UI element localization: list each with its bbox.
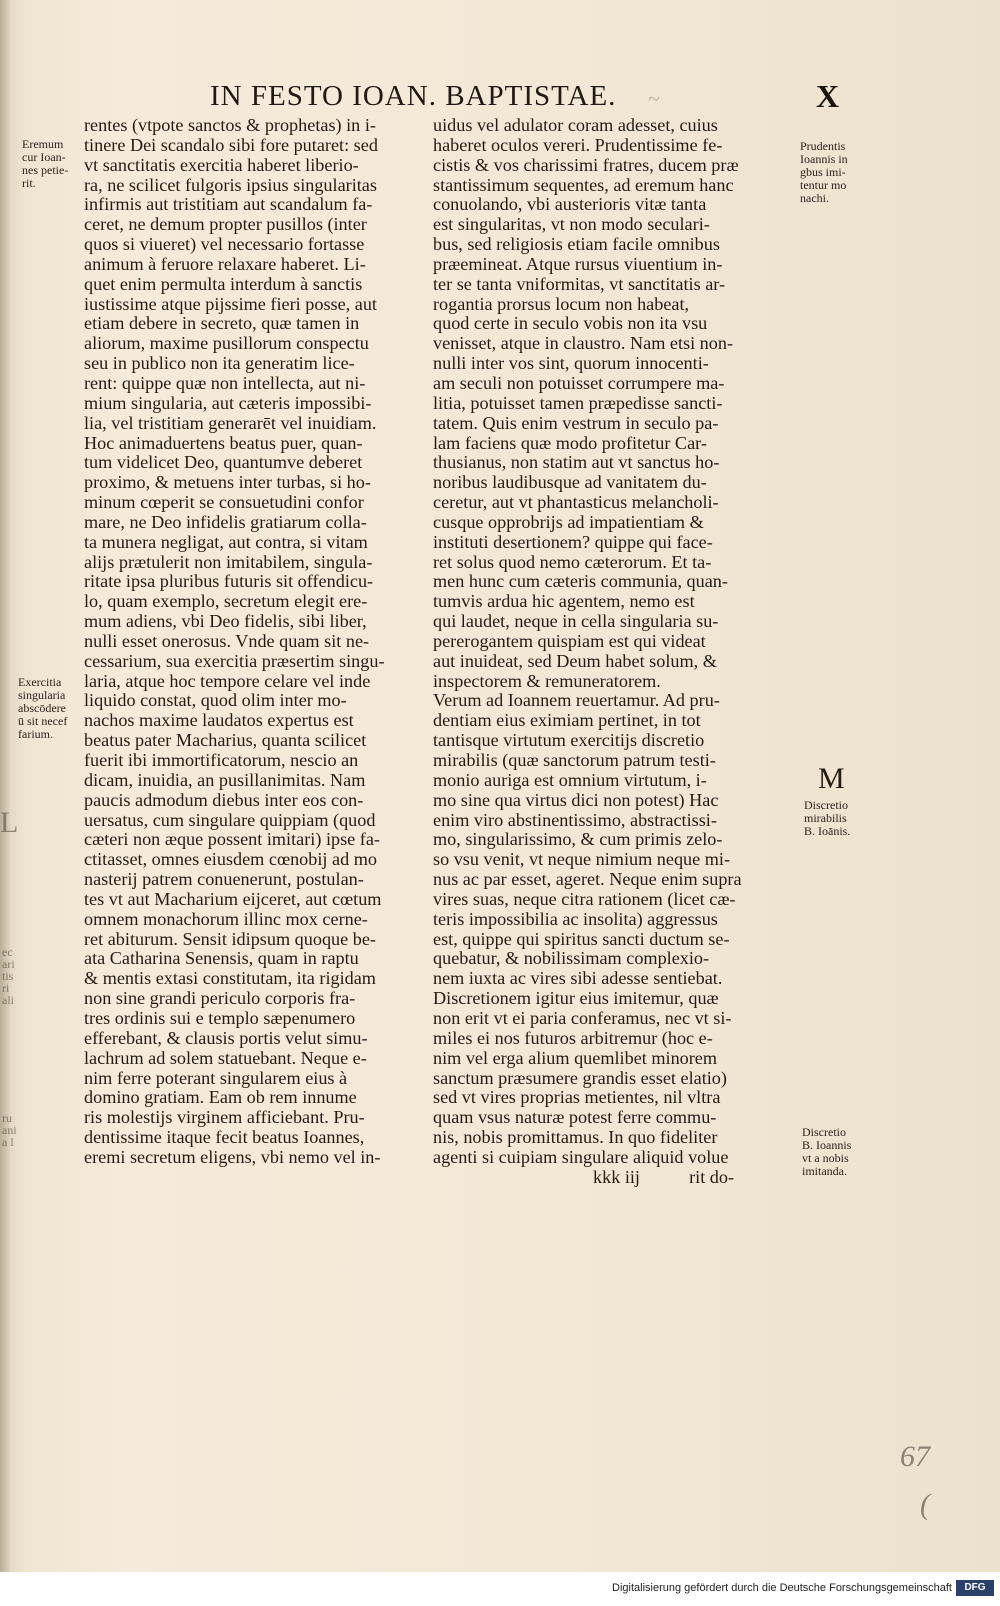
text-line: miles ei nos futuros arbitremur (hoc e-: [433, 1028, 713, 1048]
text-line: haberet oculos vereri. Prudentissime fe-: [433, 135, 723, 155]
text-line: conuolando, vbi austerioris vitæ tanta: [433, 195, 707, 215]
text-line: mirabilis (quæ sanctorum patrum testi-: [433, 751, 716, 770]
text-line: cusque opprobrijs ad impatientiam &: [433, 512, 704, 532]
text-line: fuerit ibi immortificatorum, nescio an: [84, 751, 359, 770]
text-line: omnem monachorum illinc mox cerne-: [84, 909, 368, 929]
text-line: enim viro abstinentissimo, abstractissi-: [433, 810, 717, 830]
signature-mark: kkk iij: [593, 1167, 640, 1187]
handwritten-page-number: 67: [900, 1440, 930, 1473]
text-line: aliorum, maxime pusillorum conspectu: [84, 334, 369, 354]
text-line: stantissimum sequentes, ad eremum hanc: [433, 175, 734, 195]
text-line: ra, ne scilicet fulgoris ipsius singularitas: [84, 175, 377, 195]
text-line: non sine grandi periculo corporis fra-: [84, 989, 356, 1009]
text-line: ceret, ne demum propter pusillos (inter: [84, 215, 367, 235]
text-line: venisset, atque in claustro. Nam etsi non-: [433, 334, 734, 354]
text-line: tres ordinis sui e templo sæpenumero: [84, 1008, 356, 1028]
text-line: proximo, & metuens inter turbas, si ho-: [84, 473, 371, 493]
catchword: rit do-: [689, 1167, 735, 1187]
text-line: rogantia prorsus locum non habeat,: [433, 294, 690, 314]
text-line: vt sanctitatis exercitia haberet liberio-: [84, 155, 359, 175]
text-line: alijs prætulerit non imitabilem, singula-: [84, 552, 373, 572]
text-line: nim ferre poterant singularem eius à: [84, 1068, 348, 1088]
text-line: quos si viueret) vel necessario fortasse: [84, 235, 365, 255]
footer-credit: Digitalisierung gefördert durch die Deutsche Forschungsgemeinschaft: [612, 1582, 952, 1594]
text-line: nachos maxime laudatos expertus est: [84, 711, 354, 731]
text-line: aut inuideat, sed Deum habet solum, &: [433, 651, 717, 671]
folio-number: X: [816, 78, 840, 114]
text-line: paucis admodum diebus inter eos con-: [84, 790, 364, 810]
text-line: præemineat. Atque rursus viuentium in-: [433, 254, 723, 274]
page-gutter: [0, 0, 10, 1572]
text-line: laria, atque hoc tempore celare vel inde: [84, 671, 371, 691]
text-line: tum videlicet Deo, quantumve deberet: [84, 453, 363, 473]
text-line: rentes (vtpote sanctos & prophetas) in i-: [84, 116, 376, 135]
bleed-through-fragment: ru ani a l: [2, 1111, 17, 1149]
text-line: so vsu venit, vt neque nimium neque mi-: [433, 850, 731, 870]
text-line: est, quippe qui spiritus sancti ductum se-: [433, 929, 730, 949]
text-line: am seculi non potuisset corrumpere ma-: [433, 373, 725, 393]
text-line: & mentis extasi constitutam, ita rigidam: [84, 969, 376, 989]
margin-note-eremum: Eremum cur Ioan- nes petie- rit.: [22, 137, 69, 190]
catchword-line: [433, 1168, 778, 1188]
text-column-left: [84, 116, 429, 1168]
text-line: tatem. Quis enim vestrum in seculo pa-: [433, 413, 719, 433]
text-line: lo, quam exemplo, secretum elegit ere-: [84, 592, 368, 612]
text-line: seu in publico non ita generatim lice-: [84, 354, 355, 374]
text-line: sanctum præsumere grandis esset elatio): [433, 1068, 727, 1088]
section-initial-letter: M: [818, 762, 845, 795]
text-line: etiam debere in secreto, quæ tamen in: [84, 314, 360, 334]
show-through-mark: ~: [648, 86, 660, 111]
text-line: ta munera negligat, aut contra, si vitam: [84, 532, 368, 552]
text-line: dicam, inuidia, an pusillanimitas. Nam: [84, 770, 366, 790]
text-line: dentiam eius eximiam pertinet, in tot: [433, 711, 701, 731]
text-line: liquido constat, quod olim inter mo-: [84, 691, 347, 711]
text-line: tumvis ardua hic agentem, nemo est: [433, 592, 695, 612]
text-line: qui laudet, neque in cella singularia su-: [433, 612, 719, 632]
digitization-footer: [0, 1572, 1000, 1606]
text-line: quod certe in seculo vobis non ita vsu: [433, 314, 708, 334]
margin-note-exercitia: Exercitia singularia abscōdere ū sit necef farium.: [18, 675, 68, 741]
text-line: tinere Dei scandalo sibi fore putaret: sed: [84, 135, 378, 155]
text-line: cessarium, sua exercitia præsertim singu-: [84, 651, 385, 671]
margin-note-discretio: Discretio mirabilis B. Ioānis.: [804, 798, 851, 838]
text-line: ter se tanta vniformitas, vt sanctitatis ar-: [433, 274, 726, 294]
text-line: est singularitas, vt non modo seculari-: [433, 215, 710, 235]
text-line: ris molestijs virginem afficiebant. Pru-: [84, 1108, 365, 1128]
text-line: mium singularia, aut cæteris impossibi-: [84, 393, 372, 413]
bleed-through-letter: L: [0, 806, 19, 839]
text-column-right: [433, 116, 778, 1188]
text-line: eremi secretum eligens, vbi nemo vel in-: [84, 1147, 381, 1167]
text-line: nim vel erga alium quemlibet minorem: [433, 1048, 718, 1068]
text-line: lia, vel tristitiam generarēt vel inuidiam.: [84, 413, 377, 433]
text-line: ceretur, aut vt phantasticus melancholi-: [433, 493, 719, 513]
text-line: mo, singularissimo, & cum primis zelo-: [433, 830, 723, 850]
text-line: nem iuxta ac vires sibi adesse sentiebat.: [433, 969, 723, 989]
margin-note-prudentia: Prudentis Ioannis in gbus imi- tentur mo nachi.: [800, 139, 848, 205]
text-line: pererogantem quispiam est qui videat: [433, 631, 706, 651]
text-line: non erit vt ei paria conferamus, nec vt si-: [433, 1008, 732, 1028]
text-line: instituti desertionem? quippe qui face-: [433, 532, 713, 552]
bleed-through-fragment: ec ari tis ri ali: [2, 945, 15, 1007]
text-line: ctitasset, omnes eiusdem cœnobij ad mo: [84, 850, 377, 870]
text-line: quet enim permulta interdum à sanctis: [84, 274, 363, 294]
text-line: lachrum ad solem statuebant. Neque e-: [84, 1048, 367, 1068]
text-line: sed vt vires proprias metientes, nil vltra: [433, 1088, 721, 1108]
text-line: rent: quippe quæ non intellecta, aut ni-: [84, 373, 366, 393]
text-line: lam faciens quæ modo profitetur Car-: [433, 433, 707, 453]
text-line: men hunc cum cæteris communia, quan-: [433, 572, 728, 592]
text-line: vires suas, neque citra rationem (licet cæ-: [433, 889, 736, 909]
text-line: ret abiturum. Sensit idipsum quoque be-: [84, 929, 376, 949]
text-line: teris impossibilia ac insolita) aggressus: [433, 909, 718, 929]
text-line: ret solus quod nemo cæterorum. Et ta-: [433, 552, 712, 572]
text-line: noribus laudibusque ad vanitatem du-: [433, 473, 707, 493]
dfg-logo: DFG: [956, 1580, 994, 1596]
text-line: uidus vel adulator coram adesset, cuius: [433, 116, 718, 135]
text-line: Verum ad Ioannem reuertamur. Ad pru-: [433, 691, 720, 711]
text-line: animum à feruore relaxare haberet. Li-: [84, 254, 366, 274]
text-line: nulli inter vos sint, quorum innocenti-: [433, 354, 709, 374]
text-line: mum adiens, vbi Deo fidelis, sibi liber,: [84, 612, 367, 632]
text-line: beatus pater Macharius, quanta scilicet: [84, 731, 367, 751]
text-line: infirmis aut tristitiam aut scandalum fa-: [84, 195, 373, 215]
text-line: ritate ipsa pluribus futuris sit offendicu-: [84, 572, 374, 592]
text-line: bus, sed religiosis etiam facile omnibus: [433, 235, 720, 255]
text-line: monio auriga est omnium virtutum, i-: [433, 770, 707, 790]
text-line: litia, potuisset tamen præpedisse sancti-: [433, 393, 723, 413]
text-line: tantisque virtutum exercitijs discretio: [433, 731, 705, 751]
text-line: quebatur, & nobilissimam complexio-: [433, 949, 710, 969]
handwritten-mark: (: [920, 1488, 930, 1521]
text-line: domino gratiam. Eam ob rem innume: [84, 1088, 357, 1108]
text-line: thusianus, non statim aut vt sanctus ho-: [433, 453, 720, 473]
text-line: iustissime atque pijssime fieri posse, aut: [84, 294, 377, 314]
text-line: mare, ne Deo infidelis gratiarum colla-: [84, 512, 367, 532]
text-line: dentissime itaque fecit beatus Ioannes,: [84, 1128, 365, 1148]
running-title: IN FESTO IOAN. BAPTISTAE.: [210, 80, 617, 112]
text-line: Hoc animaduertens beatus puer, quan-: [84, 433, 363, 453]
text-line: agenti si cuipiam singulare aliquid volue: [433, 1147, 729, 1167]
text-line: cæteri non æque possent imitari) ipse fa-: [84, 830, 380, 850]
text-line: quam vsus naturæ potest ferre commu-: [433, 1108, 717, 1128]
margin-note-discretio-imitanda: Discretio B. Ioannis vt a nobis imitanda.: [802, 1125, 852, 1178]
text-line: nulli esset onerosus. Vnde quam sit ne-: [84, 631, 370, 651]
text-line: nus ac par esset, ageret. Neque enim supra: [433, 870, 742, 890]
text-line: inspectorem & remuneratorem.: [433, 671, 661, 691]
text-line: Discretionem igitur eius imitemur, quæ: [433, 989, 719, 1009]
text-line: tes vt aut Macharium eijceret, aut cœtum: [84, 889, 382, 909]
text-line: ata Catharina Senensis, quam in raptu: [84, 949, 359, 969]
text-line: uersatus, cum singulare quippiam (quod: [84, 810, 376, 830]
text-line: cistis & vos charissimi fratres, ducem præ: [433, 155, 739, 175]
text-line: mo sine qua virtus dici non potest) Hac: [433, 790, 719, 810]
text-line: minum cœperit se consuetudini confor: [84, 493, 364, 513]
text-line: nasterij patrem conuenerunt, postulan-: [84, 870, 364, 890]
text-line: efferebant, & clausis portis velut simu-: [84, 1028, 368, 1048]
text-line: nis, nobis promittamus. In quo fideliter: [433, 1128, 718, 1148]
